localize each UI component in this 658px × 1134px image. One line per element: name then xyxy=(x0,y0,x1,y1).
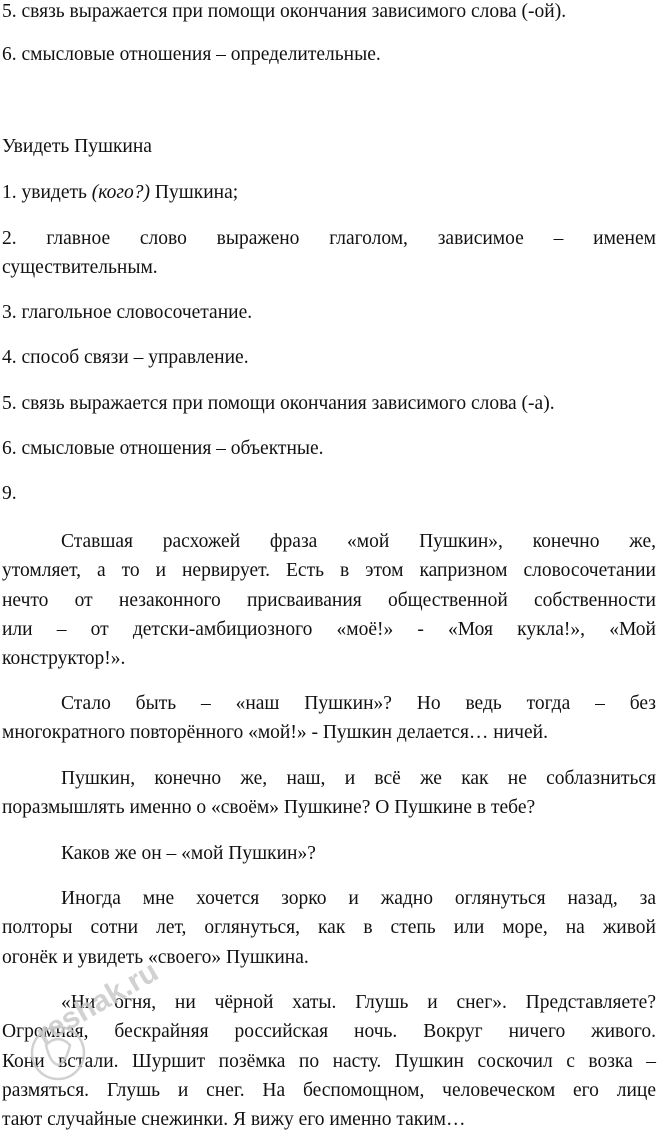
essay-p3-line-1: Пушкин, конечно же, наш, и всё же как не соблазниться xyxy=(61,768,656,789)
paragraph-item-6-object: 6. смысловые отношения – объектные. xyxy=(2,438,324,459)
paragraph-item-2-line-2: существительным. xyxy=(2,257,158,278)
essay-p6-line-1: «Ни огня, ни чёрной хаты. Глушь и снег». Представляете? xyxy=(61,992,656,1013)
essay-p6-line-3: Кони встали. Шуршит позёмка по насту. Пушкин соскочил с возка – xyxy=(2,1051,656,1072)
watermark-text: reshak.ru xyxy=(30,954,164,1052)
paragraph-item-1 xyxy=(2,181,656,205)
essay-p6-line-5: тают случайные снежинки. Я вижу его именно таким… xyxy=(2,1109,466,1130)
paragraph-item-5-accusative: 5. связь выражается при помощи окончания зависимого слова (-а). xyxy=(2,393,555,414)
paragraph-item-3: 3. глагольное словосочетание. xyxy=(2,302,253,323)
section-heading: Увидеть Пушкина xyxy=(2,136,152,157)
essay-p5-line-2: полторы сотни лет, оглянуться, как в степь или море, на живой xyxy=(2,917,656,938)
paragraph-item-2-line-1: 2. главное слово выражено глаголом, зависимое – именем xyxy=(2,228,656,249)
essay-p5-line-1: Иногда мне хочется зорко и жадно оглянуться назад, за xyxy=(61,888,656,909)
essay-p6-line-4: размяться. Глушь и снег. На беспомощном, человеческом его лице xyxy=(2,1080,656,1101)
essay-p3-line-2: поразмышлять именно о «своём» Пушкине? О Пушкине в тебе? xyxy=(2,797,536,818)
essay-p6-line-2: Огромная, бескрайняя российская ночь. Вокруг ничего живого. xyxy=(2,1021,656,1042)
item-1-question: (кого?) xyxy=(91,182,150,203)
essay-p1-line-1: Ставшая расхожей фраза «мой Пушкин», конечно же, xyxy=(61,531,656,552)
essay-p1-line-5: конструктор!». xyxy=(2,648,126,669)
essay-p1-line-3: нечто от незаконного присваивания общественной собственности xyxy=(2,590,656,611)
paragraph-item-5-genitive: 5. связь выражается при помощи окончания зависимого слова (-ой). xyxy=(2,1,567,22)
paragraph-item-4: 4. способ связи – управление. xyxy=(2,347,249,368)
essay-p1-line-4: или – от детски-амбициозного «моё!» - «Моя кукла!», «Мой xyxy=(2,619,656,640)
item-1-text-start: 1. увидеть xyxy=(2,182,92,203)
item-1-text-end: Пушкина; xyxy=(150,182,239,203)
essay-p2-line-1: Стало быть – «наш Пушкин»? Но ведь тогда – без xyxy=(61,693,656,714)
essay-p1-line-2: утомляет, а то и нервирует. Есть в этом капризном словосочетании xyxy=(2,560,656,581)
essay-p2-line-2: многократного повторённого «мой!» - Пушкин делается… ничей. xyxy=(2,722,548,743)
essay-p4-line-1: Каков же он – «мой Пушкин»? xyxy=(61,843,316,864)
essay-p5-line-3: огонёк и увидеть «своего» Пушкина. xyxy=(2,947,309,968)
paragraph-item-6-attributive: 6. смысловые отношения – определительные. xyxy=(2,44,381,65)
task-number: 9. xyxy=(2,483,17,504)
